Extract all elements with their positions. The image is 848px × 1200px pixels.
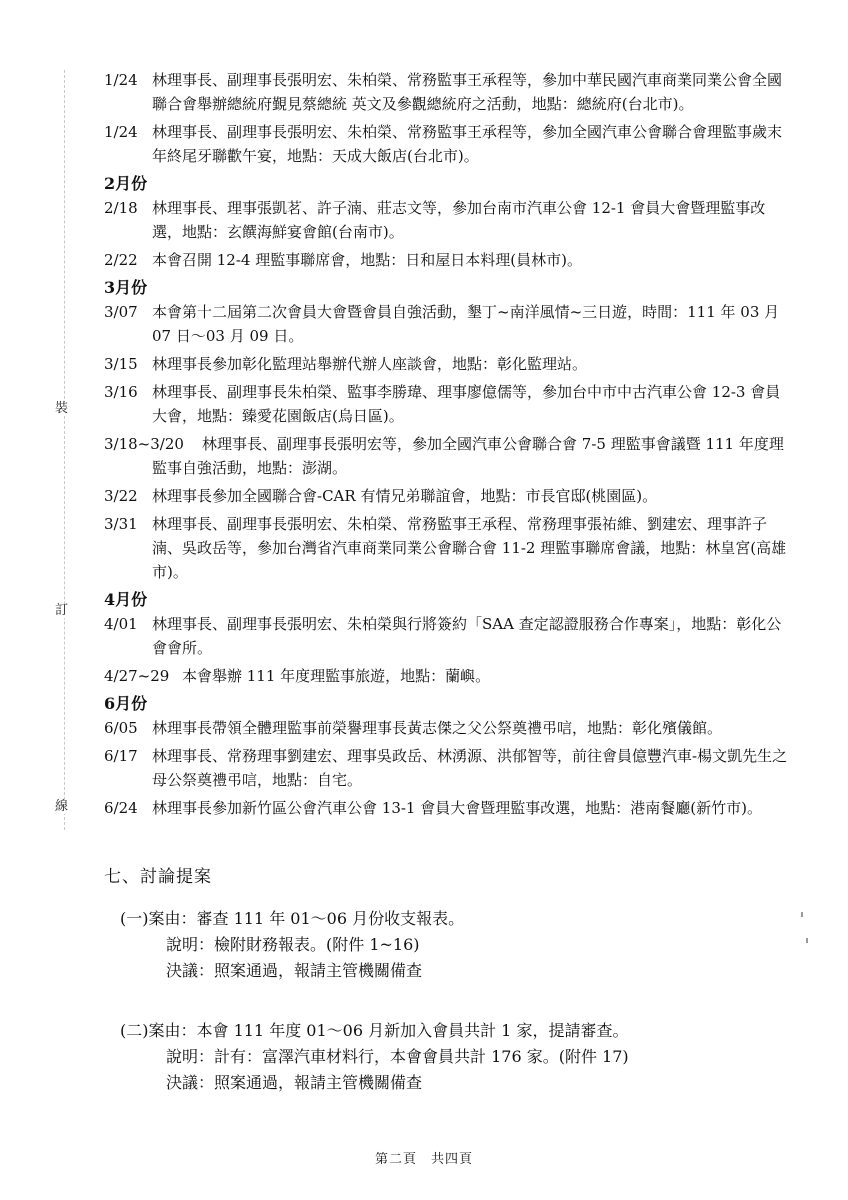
- binding-dashed-line: [64, 70, 65, 830]
- entry-text: 本會召開 12-4 理監事聯席會，地點：日和屋日本料理(員林市)。: [152, 251, 582, 269]
- entry-date: 2/22: [104, 251, 138, 269]
- entry-text: 林理事長、副理事長張明宏、朱柏榮、常務監事王承程等，參加中華民國汽車商業同業公會全國聯合會舉辦總統府覲見蔡總統 英文及參觀總統府之活動，地點：總統府(台北市)。: [152, 71, 783, 113]
- entry-date: 2/18: [104, 199, 138, 217]
- log-entry: [104, 512, 794, 584]
- log-entry: [104, 300, 794, 348]
- entry-date: 3/07: [104, 303, 138, 321]
- entry-text: 林理事長、副理事長張明宏等，參加全國汽車公會聯合會 7-5 理監事會議暨 111 年度理監事自強活動，地點：澎湖。: [152, 435, 784, 477]
- entry-date: 6/05: [104, 719, 138, 737]
- entry-date: 6/17: [104, 747, 138, 765]
- entry-text: 林理事長、理事張凱茗、許子湳、莊志文等，參加台南市汽車公會 12-1 會員大會暨理監事改選，地點：玄饌海鮮宴會館(台南市)。: [152, 199, 766, 241]
- proposal-1-explanation: 說明：檢附財務報表。(附件 1~16): [166, 935, 420, 954]
- page-footer: 第二頁 共四頁: [374, 1152, 473, 1167]
- log-entry: [104, 196, 794, 244]
- entry-text: 林理事長、副理事長張明宏、朱柏榮、常務監事王承程、常務理事張祐維、劉建宏、理事許子湳、吳政岳等，參加台灣省汽車商業同業公會聯合會 11-2 理監事聯席會議，地點：林皇宮(高雄市)。: [152, 515, 787, 581]
- proposal-1-resolution: 決議：照案通過，報請主管機關備查: [166, 961, 423, 980]
- month-heading: 4月份: [104, 590, 148, 609]
- entry-date: 4/01: [104, 615, 138, 633]
- entry-date: 3/22: [104, 487, 138, 505]
- entry-text: 林理事長帶領全體理監事前榮譽理事長黃志傑之父公祭奠禮弔唁，地點：彰化殯儀館。: [152, 719, 723, 737]
- log-entry: [104, 432, 794, 480]
- entry-text: 本會第十二屆第二次會員大會暨會員自強活動，墾丁~南洋風情~三日遊，時間：111 年 03 月 07 日～03 月 09 日。: [152, 303, 780, 345]
- binding-mark-zhuang: 裝: [55, 401, 69, 416]
- activity-log: [104, 68, 794, 824]
- log-entry: [104, 796, 794, 820]
- entry-text: 林理事長、常務理事劉建宏、理事吳政岳、林湧源、洪郁智等，前往會員億豐汽車-楊文凱先生之母公祭奠禮弔唁，地點：自宅。: [152, 747, 788, 789]
- proposal-1: [120, 906, 760, 984]
- entry-date: 3/15: [104, 355, 138, 373]
- log-entry: [104, 484, 794, 508]
- proposal-2: [120, 1018, 760, 1096]
- entry-text: 林理事長、副理事長張明宏、朱柏榮、常務監事王承程等，參加全國汽車公會聯合會理監事歲末年終尾牙聯歡午宴，地點：天成大飯店(台北市)。: [152, 123, 783, 165]
- entry-date: 6/24: [104, 799, 138, 817]
- proposal-2-explanation: 說明：計有：富澤汽車材料行，本會會員共計 176 家。(附件 17): [166, 1047, 629, 1066]
- proposal-1-case: (一)案由：審查 111 年 01～06 月份收支報表。: [120, 909, 465, 928]
- scan-speck: [806, 938, 808, 943]
- entry-text: 林理事長、副理事長張明宏、朱柏榮與行將簽約「SAA 查定認證服務合作專案」，地點：彰化公會會所。: [152, 615, 782, 657]
- log-entry: [104, 612, 794, 660]
- log-entry: [104, 664, 794, 688]
- binding-mark-xian: 線: [55, 799, 69, 814]
- entry-date: 3/31: [104, 515, 138, 533]
- month-heading: 6月份: [104, 694, 148, 713]
- binding-mark-ding: 訂: [55, 603, 69, 618]
- log-entry: [104, 744, 794, 792]
- log-entry: [104, 352, 794, 376]
- entry-date: 1/24: [104, 71, 138, 89]
- entry-text: 林理事長參加彰化監理站舉辦代辦人座談會，地點：彰化監理站。: [152, 355, 588, 373]
- month-heading: 2月份: [104, 174, 148, 193]
- month-heading: 3月份: [104, 278, 148, 297]
- log-entry: [104, 248, 794, 272]
- scan-speck: [801, 912, 803, 917]
- entry-date: 3/16: [104, 383, 138, 401]
- entry-date: 3/18~3/20: [104, 435, 184, 453]
- log-entry: [104, 380, 794, 428]
- entry-text: 本會舉辦 111 年度理監事旅遊，地點：蘭嶼。: [182, 667, 491, 685]
- entry-text: 林理事長參加新竹區公會汽車公會 13-1 會員大會暨理監事改選，地點：港南餐廳(新竹市)。: [152, 799, 762, 817]
- log-entry: [104, 68, 794, 116]
- proposal-2-resolution: 決議：照案通過，報請主管機關備查: [166, 1073, 423, 1092]
- section-title: 七、討論提案: [104, 867, 212, 887]
- entry-date: 4/27~29: [104, 667, 170, 685]
- entry-text: 林理事長參加全國聯合會-CAR 有情兄弟聯誼會，地點：市長官邸(桃園區)。: [152, 487, 658, 505]
- log-entry: [104, 716, 794, 740]
- entry-date: 1/24: [104, 123, 138, 141]
- proposal-2-case: (二)案由：本會 111 年度 01～06 月新加入會員共計 1 家，提請審查。: [120, 1021, 629, 1040]
- log-entry: [104, 120, 794, 168]
- entry-text: 林理事長、副理事長朱柏榮、監事李勝瑋、理事廖億儒等，參加台中市中古汽車公會 12-3 會員大會，地點：臻愛花園飯店(烏日區)。: [152, 383, 781, 425]
